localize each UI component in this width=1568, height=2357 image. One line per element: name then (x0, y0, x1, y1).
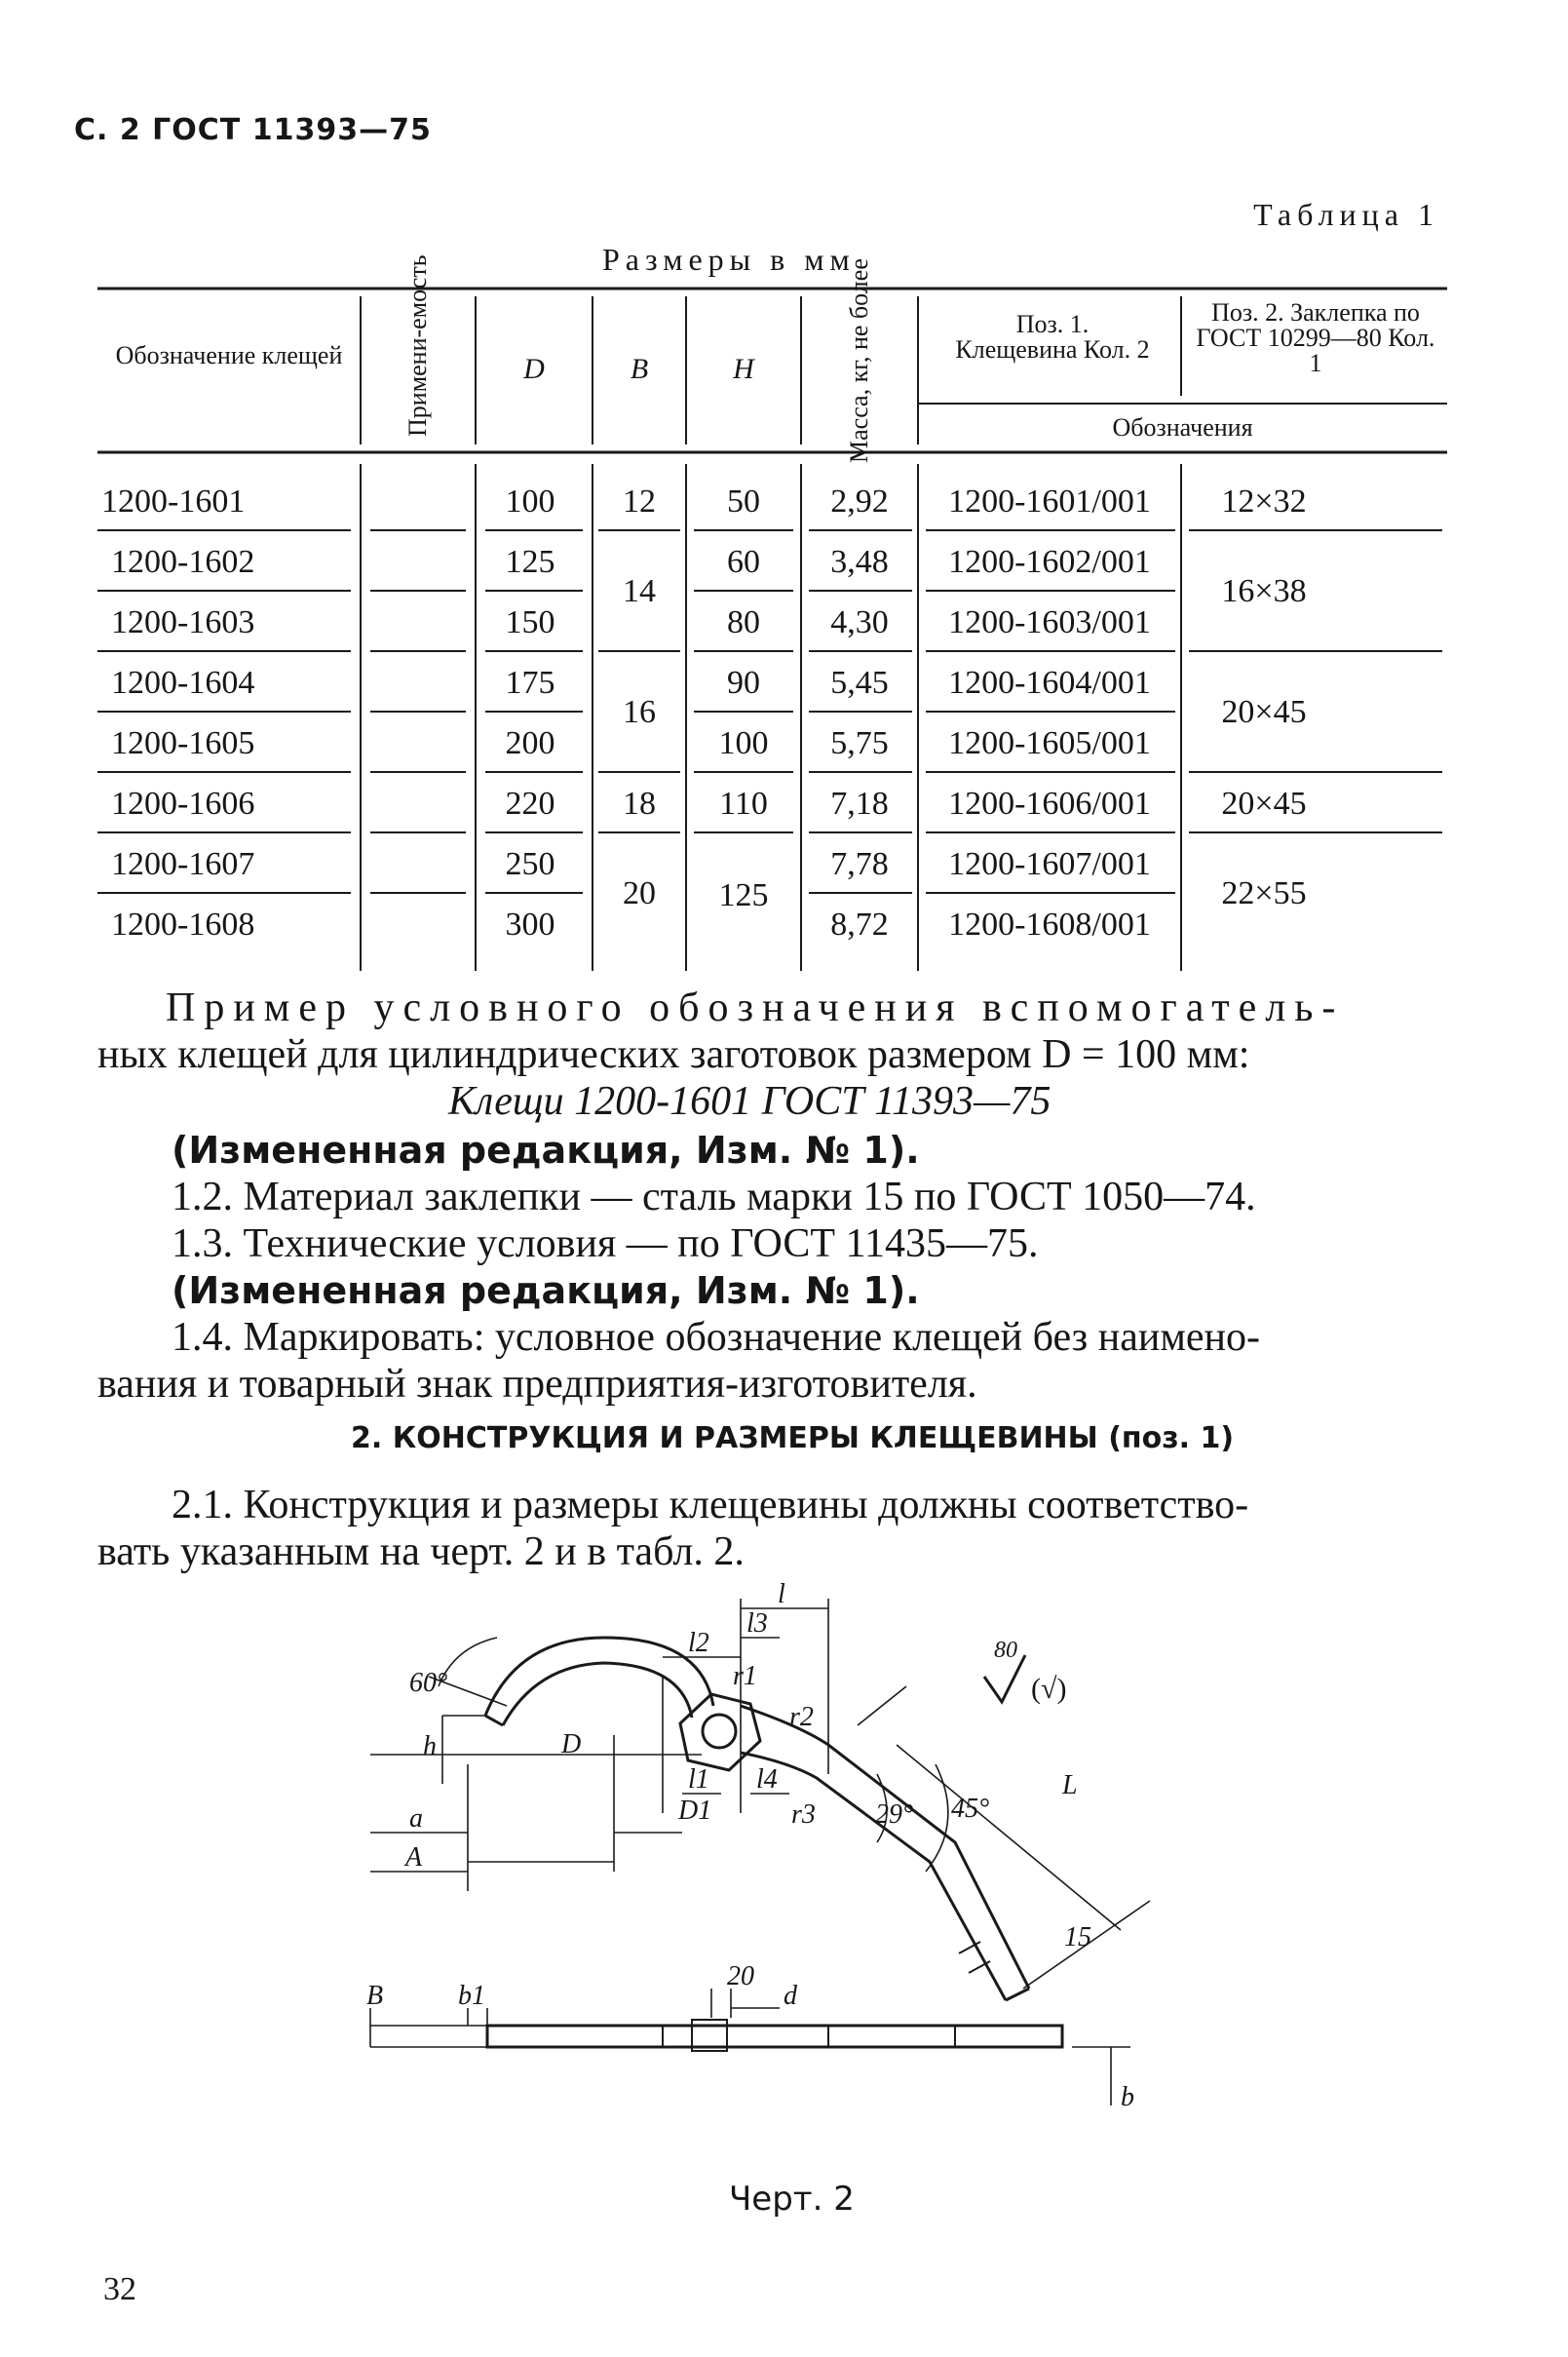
label-h: h (423, 1731, 437, 1761)
label-l: l (778, 1579, 785, 1609)
row-D: 250 (505, 846, 555, 882)
b-group: 16 (623, 694, 656, 730)
page-header: С. 2 ГОСТ 11393—75 (74, 113, 432, 147)
h-value: 125 (718, 877, 769, 913)
technical-drawing (366, 1579, 1228, 2164)
row-D: 150 (505, 604, 555, 640)
hub-hexagon (680, 1694, 760, 1770)
label-b1: b1 (458, 1981, 485, 2011)
row-pos1: 1200-1608/001 (948, 907, 1151, 943)
label-a: a (409, 1803, 423, 1834)
pos2-group: 16×38 (1221, 573, 1307, 609)
row-code: 1200-1605 (111, 725, 255, 761)
b-group: 12 (623, 483, 656, 520)
row-D: 300 (505, 907, 555, 943)
row-code: 1200-1607 (111, 846, 255, 882)
label-B: B (366, 1981, 384, 2011)
row-mass: 5,75 (830, 725, 889, 761)
paragraph-1-4-line2: вания и товарный знак предприятия-изготовителя. (97, 1362, 977, 1407)
section-2-heading: 2. КОНСТРУКЦИЯ И РАЗМЕРЫ КЛЕЩЕВИНЫ (поз. 1) (351, 1421, 1235, 1455)
angle-45-arc (926, 1764, 948, 1872)
row-mass: 2,92 (830, 483, 889, 520)
page-number: 32 (103, 2271, 136, 2307)
example-designation: Клещи 1200-1601 ГОСТ 11393—75 (448, 1079, 1052, 1124)
drawing-caption: Черт. 2 (729, 2180, 855, 2219)
dimension-L (897, 1745, 1121, 1930)
h-value: 90 (727, 665, 760, 701)
h-value: 80 (727, 604, 760, 640)
label-r2: r2 (789, 1702, 814, 1732)
paragraph-2-1-line2: вать указанным на черт. 2 и в табл. 2. (97, 1529, 745, 1574)
roughness-value: 80 (994, 1638, 1017, 1663)
pos2-group: 22×55 (1221, 875, 1307, 911)
label-angle45: 45° (951, 1794, 990, 1824)
row-code: 1200-1602 (111, 544, 255, 580)
b-group: 14 (623, 573, 656, 609)
header-pos2: Поз. 2. Заклепка по ГОСТ 10299—80 Кол. 1 (1196, 298, 1435, 377)
amendment-2: (Измененная редакция, Изм. № 1). (172, 1269, 920, 1312)
label-r1: r1 (733, 1661, 757, 1691)
example-line1: Пример условного обозначения вспомогатель- (166, 985, 1345, 1030)
side-view-plate (487, 2026, 1062, 2047)
row-D: 125 (505, 544, 555, 580)
b-group: 18 (623, 786, 656, 822)
row-D: 220 (505, 786, 555, 822)
row-mass: 7,78 (830, 846, 889, 882)
hook-outer-arc (485, 1638, 713, 1716)
label-angle60: 60° (409, 1668, 448, 1698)
row-pos1: 1200-1603/001 (948, 604, 1151, 640)
h-value: 100 (718, 725, 769, 761)
row-pos1: 1200-1604/001 (948, 665, 1151, 701)
row-code: 1200-1604 (111, 665, 255, 701)
paragraph-1-2: 1.2. Материал заклепки — сталь марки 15 по ГОСТ 1050—74. (172, 1175, 1256, 1219)
example-line2: ных клещей для цилиндрических заготовок размером D = 100 мм: (97, 1032, 1250, 1077)
row-pos1: 1200-1606/001 (948, 786, 1151, 822)
roughness-paren: (√) (1031, 1673, 1067, 1705)
label-l4: l4 (756, 1764, 778, 1795)
table-units: Размеры в мм (602, 242, 856, 277)
row-code: 1200-1601 (101, 483, 246, 520)
label-A: A (405, 1842, 423, 1873)
label-d: d (784, 1981, 797, 2011)
paragraph-1-4-line1: 1.4. Маркировать: условное обозначение клещей без наимено- (172, 1315, 1260, 1360)
paragraph-1-3: 1.3. Технические условия — по ГОСТ 11435—75. (172, 1221, 1039, 1266)
paragraph-2-1-line1: 2.1. Конструкция и размеры клещевины должны соответство- (172, 1483, 1249, 1527)
label-size20: 20 (727, 1961, 754, 1991)
row-pos1: 1200-1602/001 (948, 544, 1151, 580)
row-pos1: 1200-1607/001 (948, 846, 1151, 882)
pos2-group: 20×45 (1221, 694, 1307, 730)
hook-inner-arc (503, 1663, 692, 1725)
row-code: 1200-1608 (111, 907, 255, 943)
row-pos1: 1200-1605/001 (948, 725, 1151, 761)
pos2-group: 20×45 (1221, 786, 1307, 822)
label-b: b (1121, 2082, 1134, 2112)
row-code: 1200-1606 (111, 786, 255, 822)
label-l3: l3 (746, 1608, 768, 1639)
h-value: 110 (719, 786, 768, 822)
row-D: 200 (505, 725, 555, 761)
row-mass: 4,30 (830, 604, 889, 640)
h-value: 60 (727, 544, 760, 580)
header-pos1: Поз. 1. Клещевина Кол. 2 (955, 310, 1150, 364)
row-pos1: 1200-1601/001 (948, 483, 1151, 520)
pos2-group: 12×32 (1221, 483, 1307, 520)
header-D: D (523, 353, 545, 385)
header-designation: Обозначение клещей (115, 341, 343, 369)
label-D1: D1 (678, 1796, 712, 1826)
label-L: L (1062, 1770, 1078, 1800)
table-title: Таблица 1 (1253, 197, 1439, 232)
label-D: D (561, 1729, 582, 1759)
row-mass: 7,18 (830, 786, 889, 822)
row-mass: 5,45 (830, 665, 889, 701)
hub-hole (703, 1715, 736, 1748)
label-angle29: 29° (875, 1799, 914, 1830)
row-mass: 3,48 (830, 544, 889, 580)
header-H: H (733, 353, 754, 385)
amendment-1: (Измененная редакция, Изм. № 1). (172, 1129, 920, 1172)
header-applicability: Примени-емость (403, 254, 432, 437)
header-mass: Масса, кг, не более (845, 258, 873, 463)
header-B: B (630, 353, 649, 385)
label-size15: 15 (1064, 1922, 1091, 1952)
h-value: 50 (727, 483, 760, 520)
row-D: 100 (505, 483, 555, 520)
b-group: 20 (623, 875, 656, 911)
label-l1: l1 (688, 1764, 709, 1795)
label-r3: r3 (791, 1799, 816, 1830)
row-D: 175 (505, 665, 555, 701)
row-code: 1200-1603 (111, 604, 255, 640)
label-l2: l2 (688, 1628, 709, 1658)
row-mass: 8,72 (830, 907, 889, 943)
header-designations: Обозначения (1112, 413, 1253, 442)
